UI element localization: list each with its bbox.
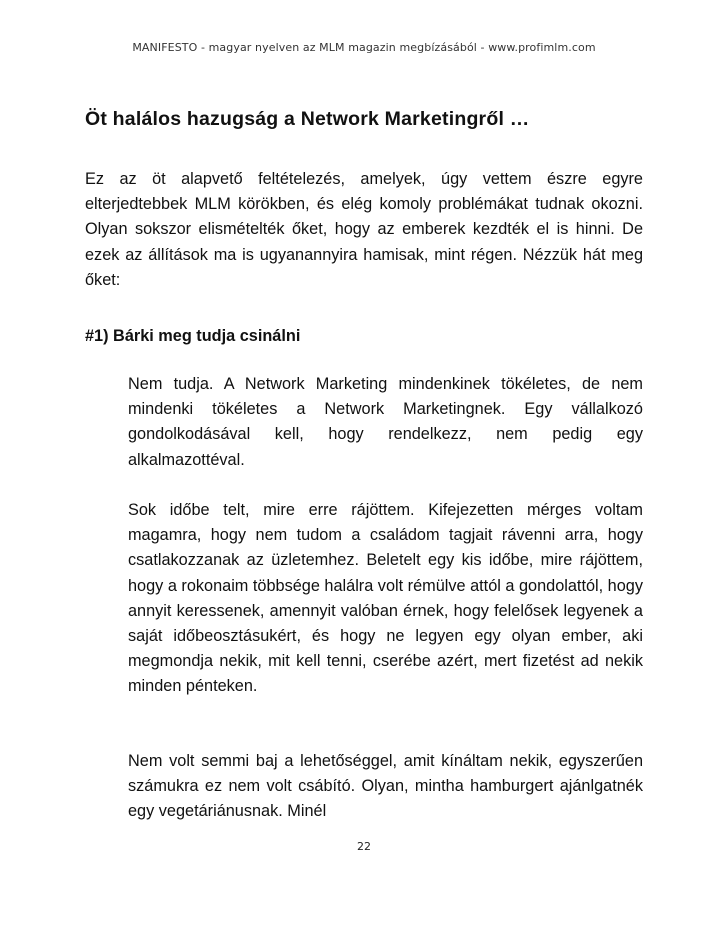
body-paragraph: Nem tudja. A Network Marketing mindenkinek tökéletes, de nem mindenki tökéletes a Network Marketingnek. Egy vállalkozó gondolkodásával kell, hogy rendelkezz, nem pedig egy alkalmazottéval.: [128, 375, 643, 469]
section-heading: #1) Bárki meg tudja csinálni: [85, 327, 301, 345]
body-paragraph: Nem volt semmi baj a lehetőséggel, amit kínáltam nekik, egyszerűen számukra ez nem volt csábító. Olyan, mintha hamburgert ajánlgatnék egy vegetáriánusnak. Minél: [128, 752, 643, 821]
body-paragraph: Sok időbe telt, mire erre rájöttem. Kifejezetten mérges voltam magamra, hogy nem tudom a családom tagjait rávenni arra, hogy csatlakozzanak az üzletemhez. Beletelt egy kis időbe, mire rájöttem, hogy a rokonaim többsége halálra volt rémülve attól a gondolattól, hogy annyit keressenek, amennyit valóban érnek, hogy felelősek legyenek a saját időbeosztásukért, és hogy ne legyen egy olyan ember, aki megmondja nekik, mit kell tenni, cserébe azért, mert fizetést ad nekik minden pénteken.: [128, 501, 643, 696]
intro-paragraph: Ez az öt alapvető feltételezés, amelyek, úgy vettem észre egyre elterjedtebbek MLM körökben, és elég komoly problémákat tudnak okozni. Olyan sokszor elismételték őket, hogy az emberek kezdték el is hinni. De ezek az állítások ma is ugyanannyira hamisak, mint régen. Nézzük hát meg őket:: [85, 170, 643, 289]
running-header: MANIFESTO - magyar nyelven az MLM magazin megbízásából - www.profimlm.com: [132, 41, 596, 54]
article-title: Öt halálos hazugság a Network Marketingről …: [85, 108, 530, 130]
page-number: 22: [357, 840, 371, 853]
